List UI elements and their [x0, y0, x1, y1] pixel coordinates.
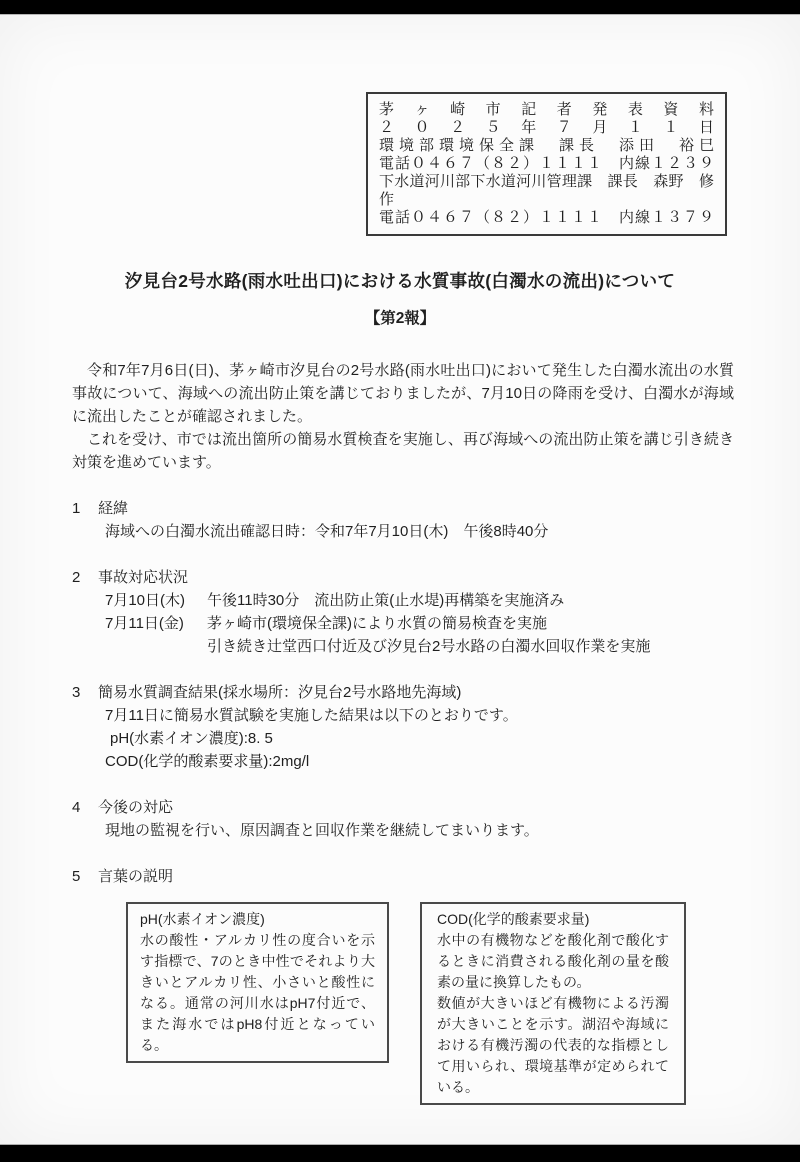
response-event-row	[105, 612, 734, 635]
report-number-label: 【第2報】	[364, 310, 436, 327]
section-results-body	[72, 704, 734, 773]
response-event-row	[105, 635, 734, 658]
ph-box-body: 水の酸性・アルカリ性の度合いを示す指標で、7のとき中性でそれより大きいとアルカリ性、小さいと酸性になる。通常の河川水はpH7付近で、また海水ではpH8付近となっている。	[140, 932, 375, 1053]
section-number: 4	[72, 799, 81, 816]
ph-definition-box	[126, 902, 389, 1063]
section-water-quality-results	[72, 681, 734, 773]
section-future-body	[72, 819, 734, 842]
event-date	[105, 635, 207, 658]
event-description: 引き続き辻堂西口付近及び汐見台2号水路の白濁水回収作業を実施	[207, 638, 651, 655]
cod-result-line: COD(化学的酸素要求量):2mg/l	[105, 753, 310, 770]
press-box-date-line: ２０２５年７月１１日	[379, 119, 714, 136]
cod-box-body-2: 数値が大きいほど有機物による汚濁が大きいことを示す。湖沼や海域における有機汚濁の代表的な指標として用いられ、環境基準が定められている。	[437, 995, 669, 1095]
event-date: 7月10日(木)	[105, 592, 186, 609]
section-glossary	[72, 865, 734, 888]
intro-paragraph-2: これを受け、市では流出箇所の簡易水質検査を実施し、再び海域への流出防止策を講じ引き続き対策を進めています。	[72, 431, 734, 471]
results-intro-line: 7月11日に簡易水質試験を実施した結果は以下のとおりです。	[105, 707, 518, 724]
section-glossary-heading	[72, 865, 734, 888]
section-history	[72, 497, 734, 543]
document-page	[0, 14, 800, 1145]
press-box-dept1-line: 環境部環境保全課 課長 添田 裕巳	[379, 137, 714, 154]
section-response-body	[72, 589, 734, 658]
section-number: 5	[72, 868, 81, 885]
section-response-heading	[72, 566, 734, 589]
ph-box-heading: pH(水素イオン濃度)	[140, 911, 265, 927]
term-definition-boxes	[126, 902, 800, 1105]
section-results-heading	[72, 681, 734, 704]
event-description: 茅ヶ崎市(環境保全課)により水質の簡易検査を実施	[207, 615, 547, 632]
section-title: 事故対応状況	[98, 569, 189, 586]
section-history-body	[72, 520, 734, 543]
section-title: 簡易水質調査結果(採水場所：汐見台2号水路地先海域)	[98, 684, 462, 701]
cod-definition-box	[420, 902, 686, 1105]
document-title: 汐見台2号水路(雨水吐出口)における水質事故(白濁水の流出)について	[124, 271, 676, 291]
history-confirmation-line: 海域への白濁水流出確認日時：令和7年7月10日(木) 午後8時40分	[105, 523, 549, 540]
cod-box-body-1: 水中の有機物などを酸化剤で酸化するときに消費される酸化剤の量を酸素の量に換算したもの。	[437, 932, 669, 990]
intro-paragraph-1: 令和7年7月6日(日)、茅ヶ崎市汐見台の2号水路(雨水吐出口)において発生した白濁水流出の水質事故について、海域への流出防止策を講じておりましたが、7月10日の降雨を受け、白濁水が海域に流出したことが確認されました。	[72, 362, 734, 425]
section-title: 経緯	[98, 500, 129, 517]
event-date: 7月11日(金)	[105, 615, 184, 632]
cod-box-heading: COD(化学的酸素要求量)	[437, 911, 590, 927]
press-box-org-line: 茅ヶ崎市記者発表資料	[379, 101, 714, 118]
event-description: 午後11時30分 流出防止策(止水堤)再構築を実施済み	[207, 592, 565, 609]
press-box-phone2-line: 電話０４６７（８２）１１１１ 内線１３７９	[379, 209, 714, 226]
section-future-heading	[72, 796, 734, 819]
section-number: 1	[72, 500, 81, 517]
section-number: 3	[72, 684, 81, 701]
section-future-response	[72, 796, 734, 842]
section-history-heading	[72, 497, 734, 520]
section-title: 今後の対応	[98, 799, 174, 816]
letterbox-top	[0, 0, 800, 14]
press-box-dept2-line: 下水道河川部下水道河川管理課 課長 森野 修作	[379, 173, 714, 208]
future-response-line: 現地の監視を行い、原因調査と回収作業を継続してまいります。	[105, 822, 539, 839]
ph-result-line: pH(水素イオン濃度):8. 5	[110, 730, 273, 747]
section-response-status	[72, 566, 734, 658]
section-title: 言葉の説明	[98, 868, 174, 885]
response-event-row	[105, 589, 734, 612]
intro-paragraphs	[72, 359, 734, 474]
press-release-header-box	[366, 92, 727, 236]
press-box-phone1-line: 電話０４６７（８２）１１１１ 内線１２３９	[379, 155, 714, 172]
section-number: 2	[72, 569, 81, 586]
letterbox-bottom	[0, 1145, 800, 1162]
